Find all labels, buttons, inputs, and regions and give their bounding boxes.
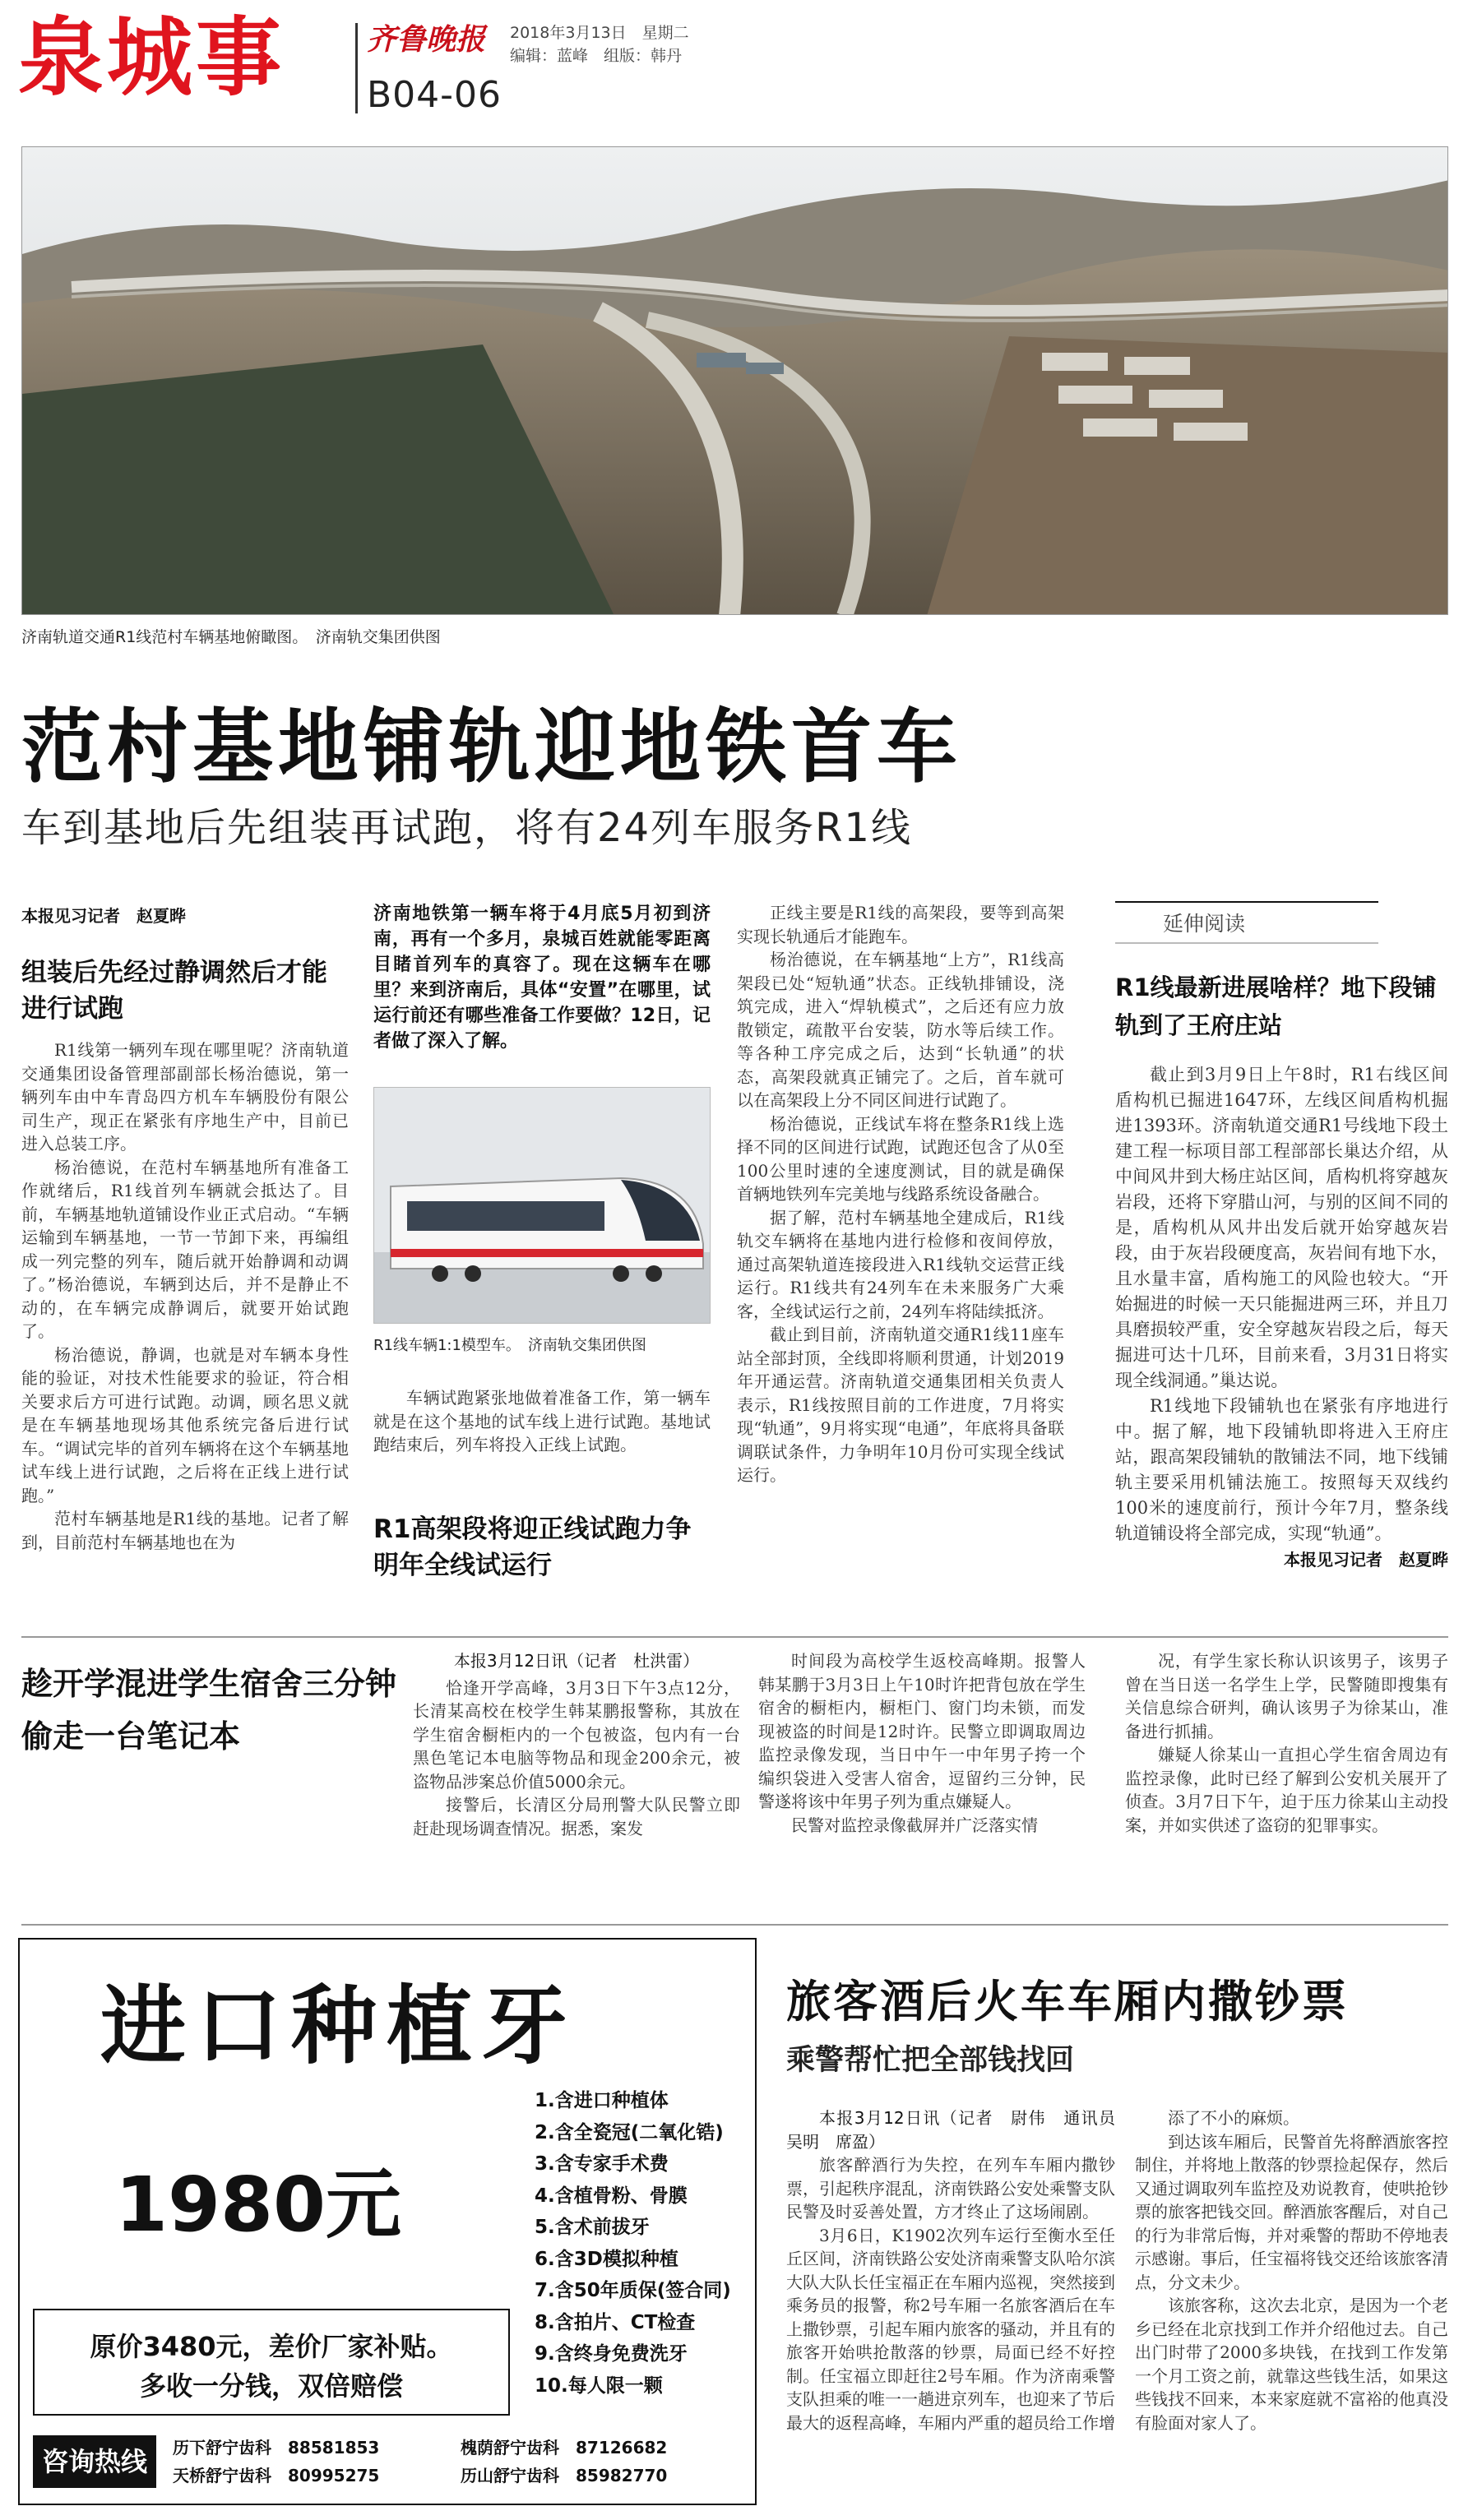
paragraph: 车辆试跑紧张地做着准备工作，第一辆车就是在这个基地的试车线上进行试跑。基地试跑结束后，列车将投入正线上试跑。 [373, 1388, 711, 1454]
divider [21, 1636, 1448, 1638]
hotline-entry: 历下舒宁齿科 88581853 [173, 2438, 380, 2458]
aerial-photo [21, 146, 1448, 615]
lead-intro: 济南地铁第一辆车将于4月底5月初到济南，再有一个多月，泉城百姓就能零距离目睹首列车的真容了。现在这辆车在哪里？来到济南后，具体“安置”在哪里，试运行前还有哪些准备工作要做？12日，记者做了深入了解。 [373, 904, 711, 1052]
paragraph: 接警后，长清区分局刑警大队民警立即赶赴现场调查情况。据悉，案发 [413, 1795, 740, 1838]
divider [21, 1924, 1448, 1926]
paragraph: 民警对监控录像截屏并广泛落实情 [791, 1815, 1038, 1835]
ad-feature: 8.含拍片、CT检查 [535, 2311, 696, 2333]
story-column [413, 1649, 740, 1840]
story-column [1135, 2106, 1448, 2434]
story-title: 旅客酒后火车车厢内撒钞票 [786, 1976, 1349, 2028]
story-column [758, 1649, 1086, 1837]
masthead-divider [355, 23, 358, 113]
train-photo-caption: R1线车辆1:1模型车。 济南轨交集团供图 [373, 1337, 646, 1354]
byline: 本报3月12日讯（记者 尉伟 通讯员 吴明 席盈） [786, 2108, 1132, 2152]
paper-logo: 齐鲁晚报 [367, 22, 486, 57]
ad-feature: 4.含植骨粉、骨膜 [535, 2185, 688, 2207]
paragraph: 正线主要是R1线的高架段，要等到高架实现长轨通后才能跑车。 [737, 903, 1064, 946]
paragraph: 杨治德说，在范村车辆基地所有准备工作就绪后，R1线首列车辆就会抵达了。目前，车辆基地轨道铺设作业正式启动。“车辆运输到车辆基地，一节一节卸下来，再编组成一列完整的列车，随后就开始静调和动调了。”杨治德说，车辆到达后，并不是静止不动的，在车辆完成静调后，就要开始试跑了。 [21, 1157, 349, 1341]
paragraph: R1线第一辆列车现在哪里呢？济南轨道交通集团设备管理部副部长杨治德说，第一辆列车由中车青岛四方机车车辆股份有限公司生产，现正在紧张有序地生产中，目前已进入总装工序。 [21, 1040, 349, 1154]
section-name: 泉城事 [18, 7, 285, 108]
sidebar-sign: 本报见习记者 赵夏晔 [1284, 1550, 1448, 1570]
story-column [786, 2106, 1132, 2434]
byline: 本报3月12日讯（记者 杜洪雷） [453, 1651, 700, 1671]
paragraph: 据了解，范村车辆基地全建成后，R1线轨交车辆将在基地内进行检修和夜间停放，通过高架轨道连接段进入R1线轨交运营正线运行。R1线共有24列车在未来服务广大乘客，全线试运行之前，24列车将陆续抵济。 [737, 1207, 1064, 1321]
hotline-entry: 历山舒宁齿科 85982770 [461, 2466, 668, 2485]
ad-feature: 9.含终身免费洗牙 [535, 2343, 688, 2365]
paragraph: 添了不小的麻烦。 [1168, 2108, 1299, 2128]
lead-story-column-3 [737, 901, 1064, 1487]
masthead-meta [510, 21, 689, 67]
train-model-photo [373, 1087, 711, 1324]
story-subtitle: 乘警帮忙把全部钱找回 [786, 2044, 1075, 2077]
photo-caption: 济南轨道交通R1线范村车辆基地俯瞰图。 济南轨交集团供图 [21, 628, 441, 646]
paragraph: 杨治德说，静调，也就是对车辆本身性能的验证，对技术性能要求的验证，符合相关要求后方可进行试跑。动调，顾名思义就是在车辆基地现场其他系统完备后进行试车。“调试完毕的首列车辆将在这个车辆基地试车线上进行试跑，之后将在正线上进行试跑。” [21, 1344, 349, 1505]
paragraph: 截止到目前，济南轨道交通R1线11座车站全部封顶，全线即将顺利贯通，计划2019年开通运营。济南轨道交通集团相关负责人表示，R1线按照目前的工作进度，7月将实现“轨通”，9月将实现“电通”，年底将具备联调联试条件，力争明年10月份可实现全线试运行。 [737, 1325, 1064, 1485]
paragraph: 到达该车厢后，民警首先将醉酒旅客控制住，并将地上散落的钞票捡起保存，然后又通过调取列车监控及劝说教育，使哄抢钞票的旅客把钱交回。醉酒旅客醒后，对自己的行为非常后悔，并对乘警的帮助不停地表示感谢。事后，任宝福将钱交还给该旅客清点，分文未少。 [1135, 2131, 1448, 2292]
page-number: B04-06 [367, 74, 502, 116]
ad-offer-line: 原价3480元，差价厂家补贴。 [90, 2331, 453, 2362]
ad-offer-line: 多收一分钱，双倍赔偿 [139, 2370, 403, 2402]
ad-feature: 5.含术前拔牙 [535, 2217, 650, 2238]
ad-feature: 3.含专家手术费 [535, 2153, 669, 2175]
subhead: 组装后先经过静调然后才能进行试跑 [21, 958, 327, 1024]
byline: 本报见习记者 赵夏晔 [21, 906, 186, 926]
paragraph: 时间段为高校学生返校高峰期。报警人韩某鹏于3月3日上午10时许把背包放在学生宿舍的橱柜内，橱柜门、窗门均未锁，而发现被盗的时间是12时许。民警立即调取周边监控录像发现，当日中午一中年男子挎一个编织袋进入受害人宿舍，逗留约三分钟，民警遂将该中年男子列为重点嫌疑人。 [758, 1651, 1086, 1811]
paragraph: 杨治德说，在车辆基地“上方”，R1线高架段已处“短轨通”状态。正线轨排铺设，浇筑完成，进入“焊轨模式”，之后还有应力放散锁定，疏散平台安装，防水等后续工作。等各种工序完成之后，达到“长轨通”的状态，高架段就真正铺完了。之后，首车就可以在高架段上分不同区间进行试跑了。 [737, 950, 1064, 1110]
ad-feature: 1.含进口种植体 [535, 2090, 669, 2111]
paragraph: 3月6日，K1902次列车运行至衡水至任丘区间，济南铁路公安处济南乘警支队哈尔滨大队大队长任宝福正在车厢内巡视，突然接到乘务员的报警，称2号车厢一名旅客酒后在车上撒钞票，引起车厢内旅客的骚动，并且有的旅客开始哄抢散落的钞票，局面已经不好控制。任宝福立即赶往2号车厢。作为济南乘警支队担乘的唯一一趟进京列车，也迎来了节后最大的返程高峰，车厢内严重的超员给工作增 [786, 2225, 1115, 2433]
ad-offer-box [33, 2309, 510, 2416]
subhead: R1高架段将迎正线试跑力争明年全线试运行 [373, 1514, 692, 1580]
story-title: 趁开学混进学生宿舍三分钟偷走一台笔记本 [21, 1666, 397, 1755]
ad-feature: 10.每人限一颗 [535, 2374, 663, 2397]
main-subheadline: 车到基地后先组装再试跑，将有24列车服务R1线 [21, 805, 912, 851]
date-line: 2018年3月13日 星期二 [510, 24, 689, 42]
paragraph: 该旅客称，这次去北京，是因为一个老乡已经在北京找到工作并介绍他过去。自己出门时带了2000多块钱，在找到工作发第一个月工资之前，就靠这些钱生活，如果这些钱找不回来，本来家庭就不富裕的他真没有脸面对家人了。 [1135, 2296, 1448, 2433]
lead-story-column-1 [21, 903, 349, 1554]
ad-price: 1980元 [115, 2161, 402, 2249]
lead-story-column-2 [373, 1386, 711, 1457]
paragraph: 嫌疑人徐某山一直担心学生宿舍周边有监控录像，此时已经了解到公安机关展开了侦查。3月7日下午，迫于压力徐某山主动投案，并如实供述了盗窃的犯罪事实。 [1125, 1745, 1448, 1835]
ad-feature: 6.含3D模拟种植 [535, 2248, 678, 2270]
sidebar-subhead: R1线最新进展啥样？地下段铺轨到了王府庄站 [1115, 973, 1437, 1039]
paragraph: 旅客醉酒行为失控，在列车车厢内撒钞票，引起秩序混乱，济南铁路公安处乘警支队民警及时妥善处置，方才终止了这场闹剧。 [786, 2155, 1115, 2222]
ad-feature: 7.含50年质保(签合同) [535, 2280, 731, 2301]
paragraph: 杨治德说，正线试车将在整条R1线上选择不同的区间进行试跑，试跑还包含了从0至100公里时速的全速度测试，目的就是确保首辆地铁列车完美地与线路系统设备融合。 [737, 1113, 1064, 1204]
paragraph: 况，有学生家长称认识该男子，该男子曾在当日送一名学生上学，民警随即搜集有关信息综合研判，确认该男子为徐某山，准备进行抓捕。 [1125, 1651, 1448, 1741]
ad-hotline-label: 咨询热线 [33, 2435, 156, 2488]
hotline-entry: 槐荫舒宁齿科 87126682 [461, 2438, 668, 2458]
paragraph: 恰逢开学高峰，3月3日下午3点12分，长清某高校在校学生韩某鹏报警称，其放在学生宿舍橱柜内的一个包被盗，包内有一台黑色笔记本电脑等物品和现金200余元，被盗物品涉案总价值5000余元。 [413, 1677, 740, 1792]
hotline-row [173, 2462, 748, 2490]
ad-title: 进口种植牙 [100, 1976, 578, 2076]
sidebar-extended-reading [1115, 901, 1448, 1570]
paragraph: 范村车辆基地是R1线的基地。记者了解到，目前范村车辆基地也在为 [21, 1509, 349, 1552]
editor-line: 编辑：蓝峰 组版：韩丹 [510, 47, 683, 65]
ad-hotline-list [173, 2434, 748, 2490]
hotline-row [173, 2434, 748, 2462]
ad-feature-list [535, 2085, 748, 2402]
paragraph: 截止到3月9日上午8时，R1右线区间盾构机已掘进1647环，左线区间盾构机掘进1393环。济南轨道交通R1号线地下段土建工程一标项目部工程部部长巢达介绍，从中间风井到大杨庄站区间，盾构机将穿越灰岩段，还将下穿腊山河，与别的区间不同的是，盾构机从风井出发后就开始穿越灰岩段，由于灰岩段硬度高，灰岩间有地下水，且水量丰富，盾构施工的风险也较大。“开始掘进的时候一天只能掘进两三环，并且刀具磨损较严重，安全穿越灰岩段之后，每天掘进可达十几环，目前来看，3月31日将实现全线洞通。”巢达说。 [1115, 1065, 1448, 1390]
paragraph: R1线地下段铺轨也在紧张有序地进行中。据了解，地下段铺轨即将进入王府庄站，跟高架段铺轨的散铺法不同，地下线铺轨主要采用机铺法施工。按照每天双线约100米的速度前行，预计今年7月，整条线轨道铺设将全部完成，实现“轨通”。 [1115, 1396, 1448, 1543]
sidebar-tag: 延伸阅读 [1115, 901, 1378, 944]
main-headline: 范村基地铺轨迎地铁首车 [21, 701, 963, 794]
ad-feature: 2.含全瓷冠(二氧化锆) [535, 2121, 724, 2143]
story-column [1125, 1649, 1448, 1837]
hotline-entry: 天桥舒宁齿科 80995275 [173, 2466, 380, 2485]
